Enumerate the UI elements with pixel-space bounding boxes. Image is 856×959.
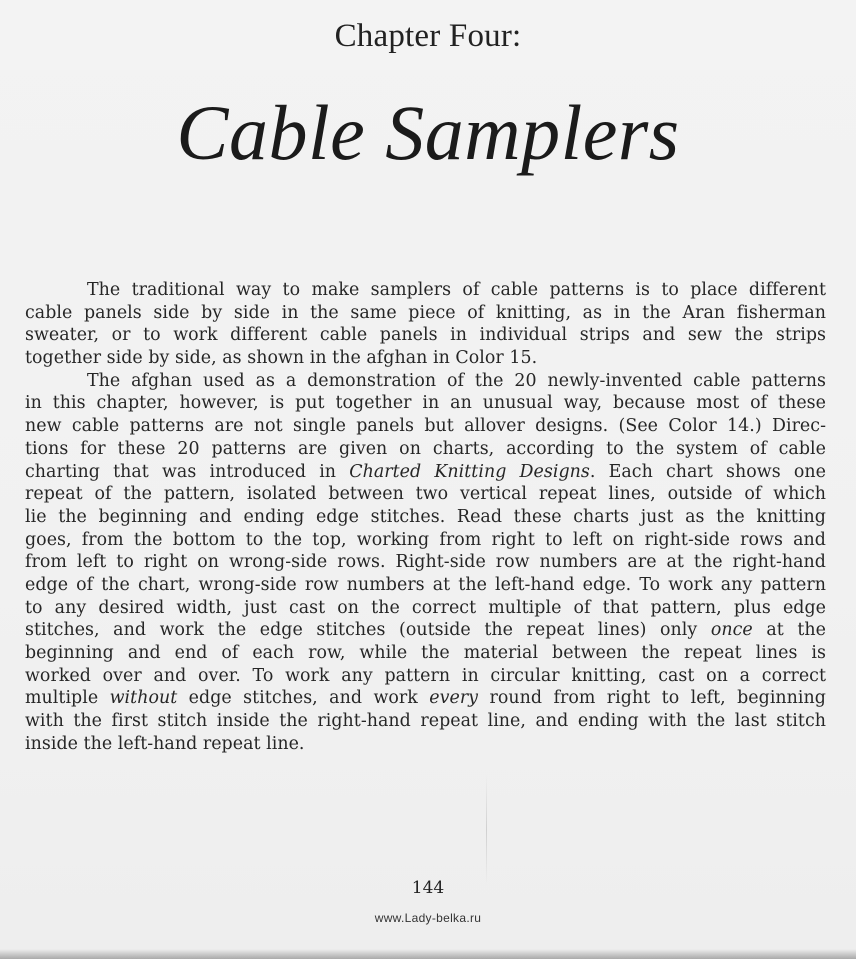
body-line: The afghan used as a demonstration of the 20 newly-invented cable patterns [87,370,826,391]
body-line: inside the left-hand repeat line. [25,733,305,754]
body-line [25,687,826,710]
text-span: . Each chart shows one [589,461,826,482]
text-span: stitches, and work the edge stitches (outside the repeat lines) only [25,620,711,641]
body-line: cable panels side by side in the same piece of knitting, as in the Aran fisherman [25,302,826,323]
body-line: beginning and end of each row, while the material between the repeat lines is [25,643,826,663]
text-span: multiple [25,688,110,709]
body-line: tions for these 20 patterns are given on charts, according to the system of cable [25,438,826,459]
body-line: from left to right on wrong-side rows. Right-side row numbers are at the right-hand [25,552,826,573]
body-line: sweater, or to work different cable panels in individual strips and sew the strips [25,325,826,346]
italic-text: once [710,620,753,641]
body-line: new cable patterns are not single panels but allover designs. (See Color 14.) Direc- [25,416,826,437]
body-line: together side by side, as shown in the afghan in Color 15. [25,348,538,369]
italic-text: Charted Knitting Designs [349,461,590,482]
scan-shadow [0,949,856,959]
italic-text: without [109,688,178,709]
body-line: with the first stitch inside the right-hand repeat line, and ending with the last stitch [25,711,826,732]
text-span: round from right to left, beginning [478,688,826,709]
page-number: 144 [411,878,445,898]
body-line: lie the beginning and ending edge stitches. Read these charts just as the knitting [25,506,826,527]
body-line: goes, from the bottom to the top, working from right to left on right-side rows and [25,529,826,550]
italic-text: every [429,688,479,709]
text-span: charting that was introduced in [25,461,350,482]
watermark: www.Lady-belka.ru [374,911,482,925]
text-span: at the [752,620,826,641]
body-line [25,619,826,642]
body-line: worked over and over. To work any pattern in circular knitting, cast on a correct [25,665,826,686]
chapter-label: Chapter Four: [334,18,522,54]
body-line: to any desired width, just cast on the correct multiple of that pattern, plus edge [25,597,826,618]
body-line: repeat of the pattern, isolated between two vertical repeat lines, outside of which [25,484,826,505]
body-line: edge of the chart, wrong-side row numbers at the left-hand edge. To work any pattern [25,574,826,595]
body-line: The traditional way to make samplers of cable patterns is to place different [87,280,826,300]
body-text [25,279,826,755]
page-crease [486,775,487,885]
chapter-title: Cable Samplers [176,89,680,176]
body-line: in this chapter, however, is put together in an unusual way, because most of these [25,393,826,414]
text-span: edge stitches, and work [177,688,430,709]
body-line [25,461,826,484]
